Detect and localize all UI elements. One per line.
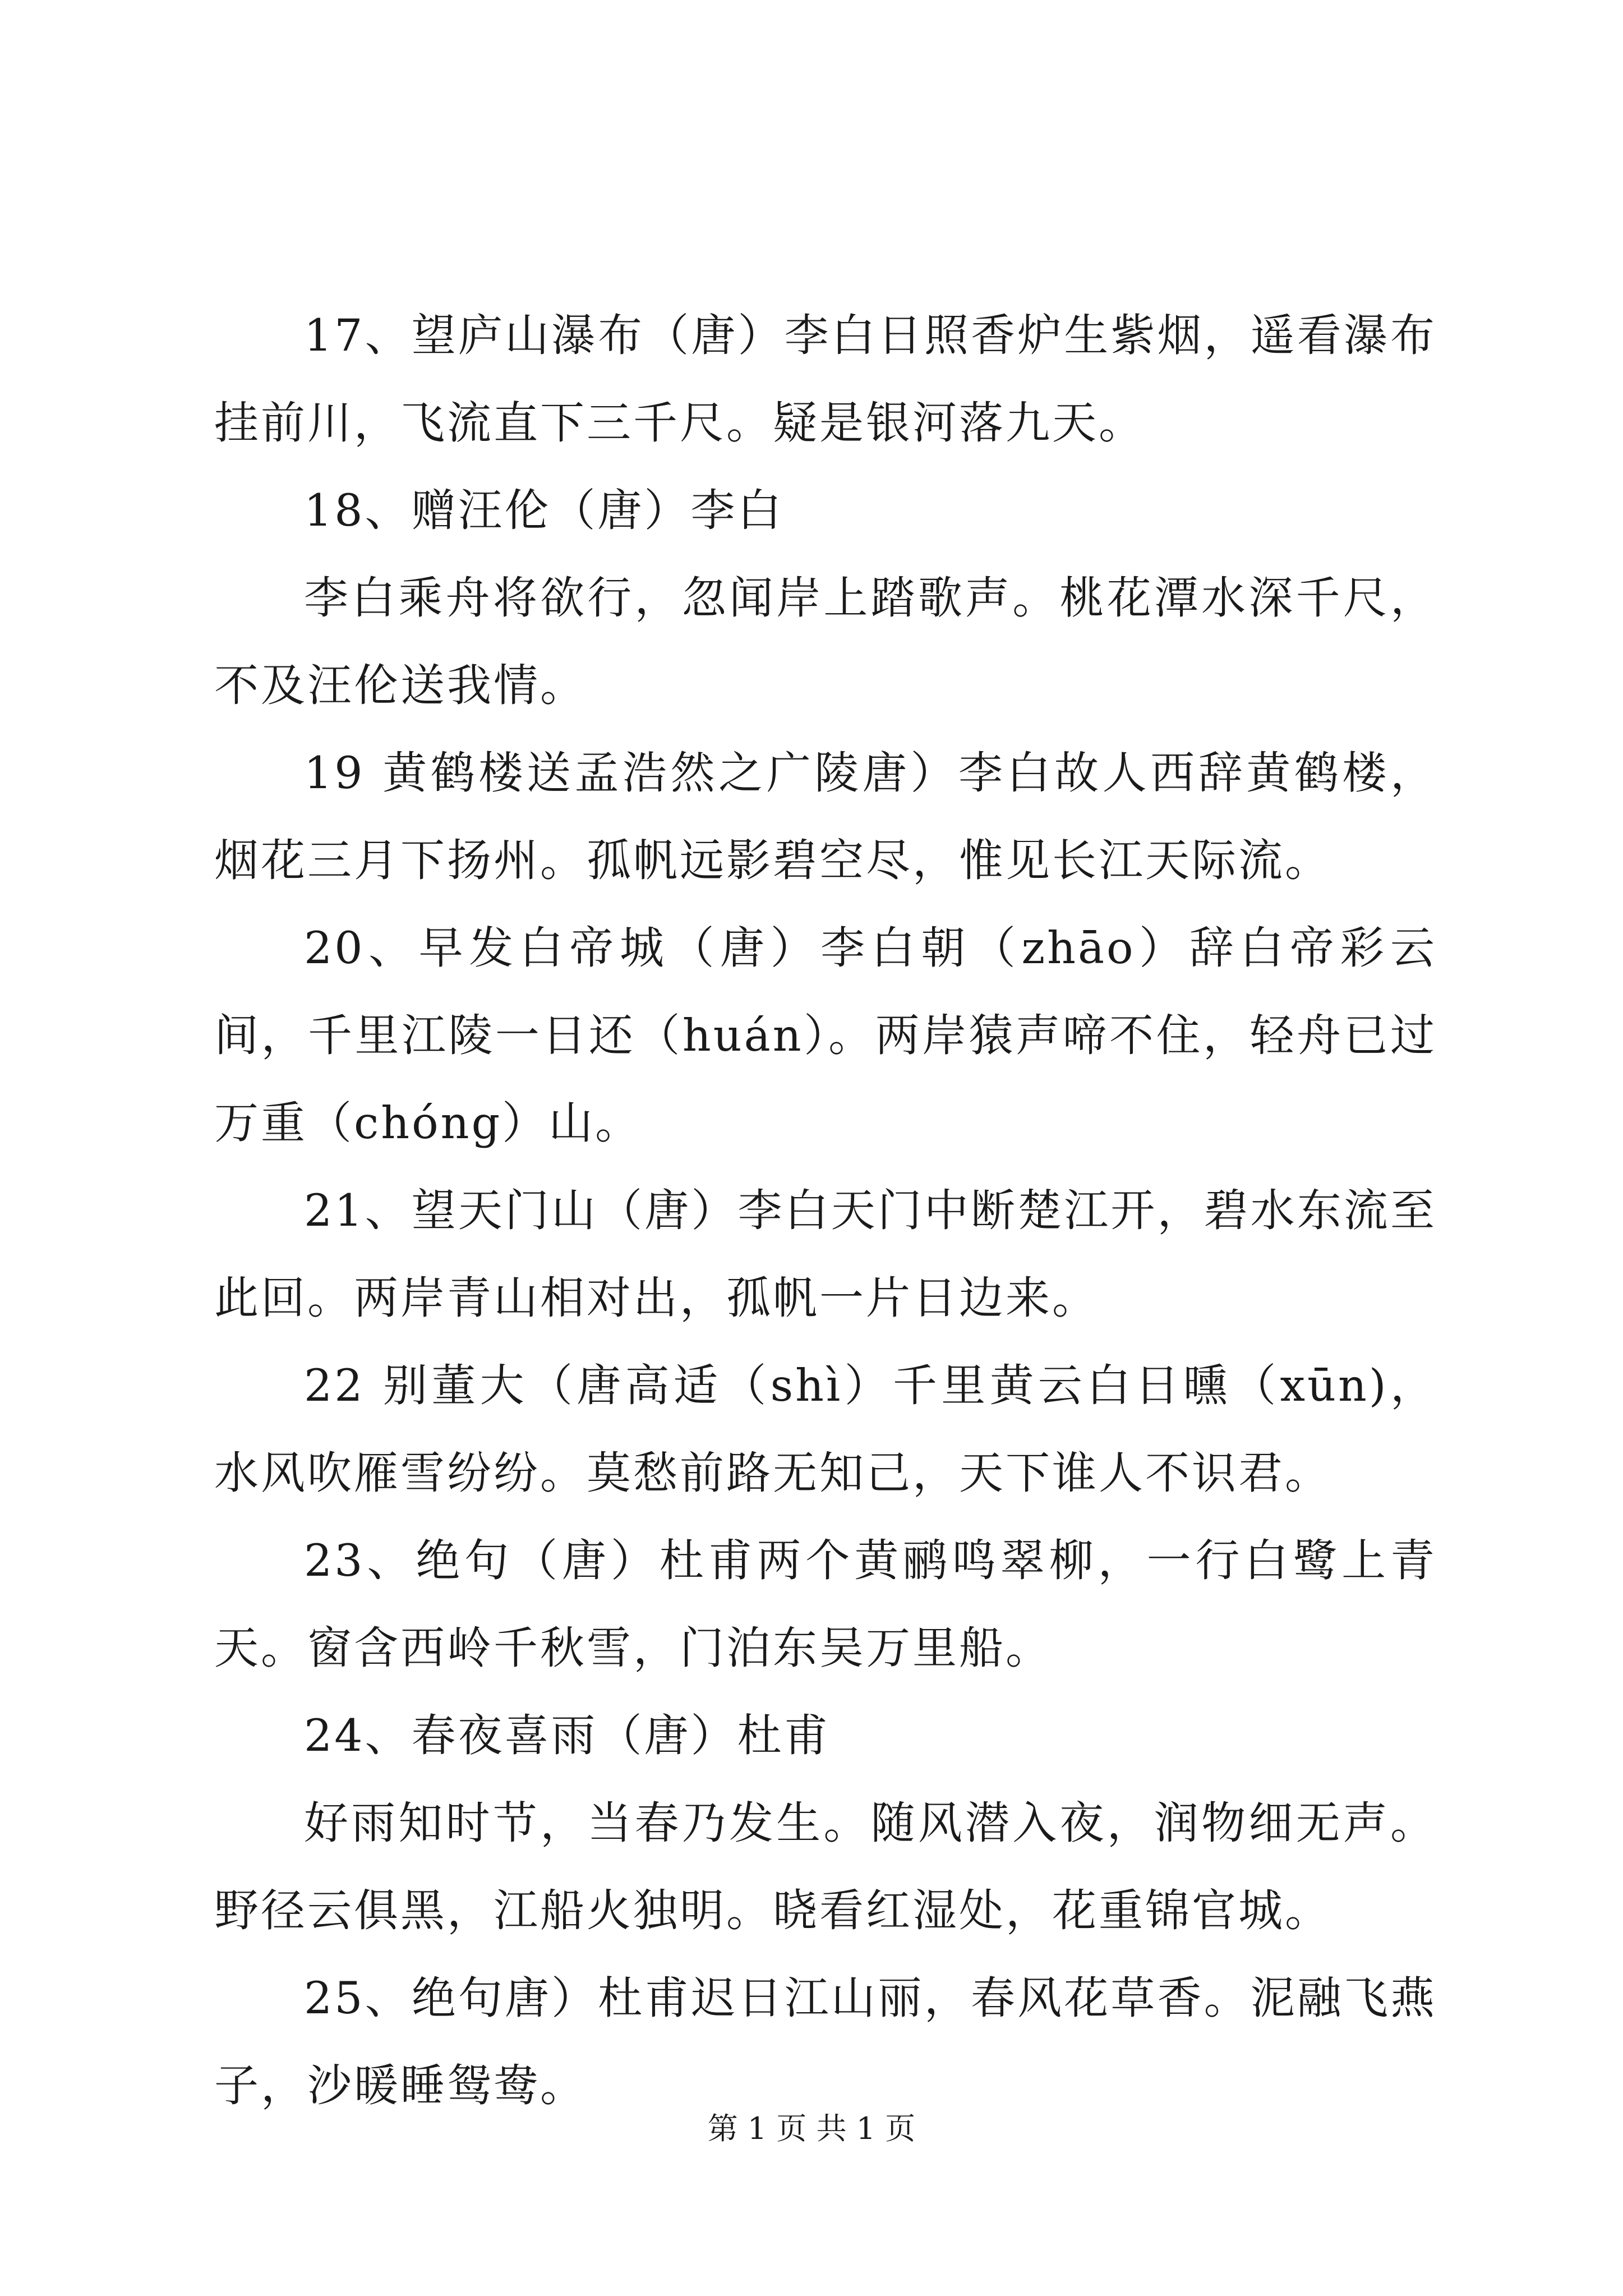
paragraph-17: 17、望庐山瀑布（唐）李白日照香炉生紫烟，遥看瀑布挂前川，飞流直下三千尺。疑是银河落九天。 <box>214 310 1437 449</box>
paragraph-18-title: 18、赠汪伦（唐）李白 <box>304 485 784 536</box>
paragraph-25: 25、绝句唐）杜甫迟日江山丽，春风花草香。泥融飞燕子，沙暖睡鸳鸯。 <box>214 1972 1437 2111</box>
paragraph-24-poem: 好雨知时节，当春乃发生。随风潜入夜，润物细无声。野径云俱黑，江船火独明。晓看红湿处，花重锦官城。 <box>214 1797 1437 1936</box>
paragraph-23: 23、绝句（唐）杜甫两个黄鹂鸣翠柳，一行白鹭上青天。窗含西岭千秋雪，门泊东吴万里船。 <box>214 1535 1437 1674</box>
paragraph-18-poem: 李白乘舟将欲行，忽闻岸上踏歌声。桃花潭水深千尺，不及汪伦送我情。 <box>214 572 1437 711</box>
page-footer: 第 1 页 共 1 页 <box>707 2111 916 2146</box>
paragraph-21: 21、望天门山（唐）李白天门中断楚江开，碧水东流至此回。两岸青山相对出，孤帆一片日边来。 <box>214 1185 1437 1324</box>
paragraph-24-title: 24、春夜喜雨（唐）杜甫 <box>304 1710 831 1761</box>
document-body <box>214 292 1437 2129</box>
paragraph-20: 20、早发白帝城（唐）李白朝（zhāo）辞白帝彩云间，千里江陵一日还（huán）。两岸猿声啼不住，轻舟已过万重（chóng）山。 <box>214 922 1437 1149</box>
paragraph-19: 19 黄鹤楼送孟浩然之广陵唐）李白故人西辞黄鹤楼，烟花三月下扬州。孤帆远影碧空尽，惟见长江天际流。 <box>214 747 1437 886</box>
paragraph-22: 22 别董大（唐高适（shì）千里黄云白日曛（xūn)，水风吹雁雪纷纷。莫愁前路无知己，天下谁人不识君。 <box>214 1360 1437 1499</box>
